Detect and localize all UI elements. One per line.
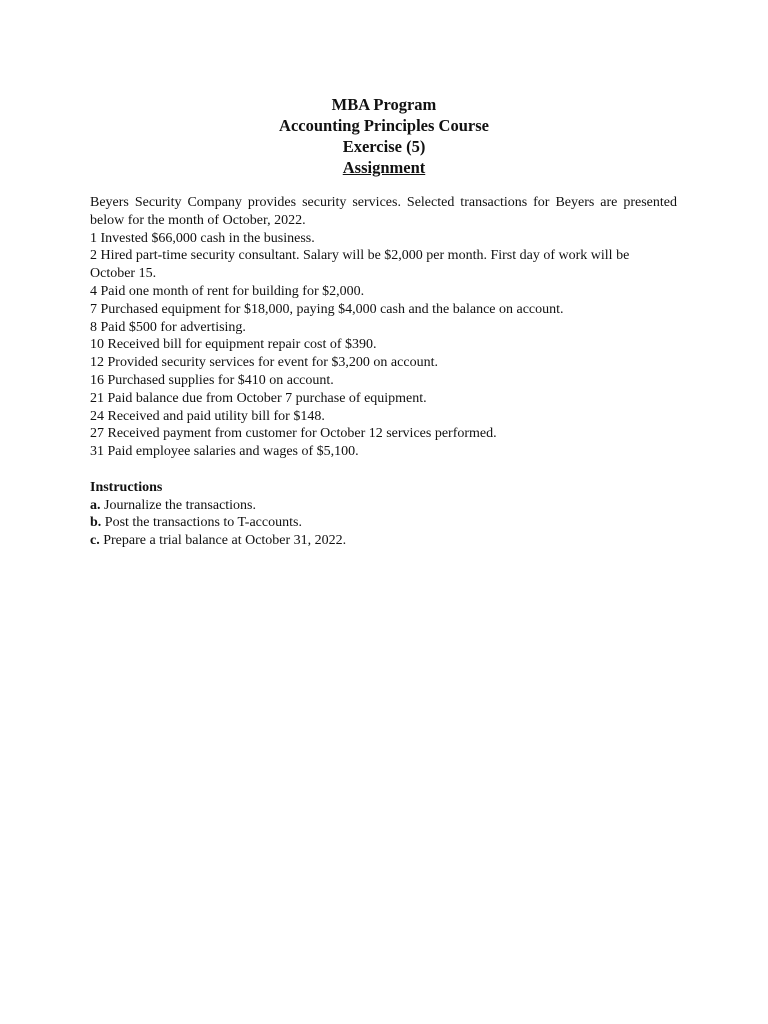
transaction-item: 27 Received payment from customer for October 12 services performed. <box>90 426 497 442</box>
instruction-letter: a. <box>90 497 101 513</box>
transaction-item: 12 Provided security services for event for $3,200 on account. <box>90 355 438 371</box>
document-header <box>0 94 768 178</box>
instruction-text: Prepare a trial balance at October 31, 2022. <box>99 533 347 549</box>
transaction-item: 1 Invested $66,000 cash in the business. <box>90 230 315 246</box>
instruction-text: Post the transactions to T-accounts. <box>101 515 302 531</box>
instruction-item <box>90 532 677 550</box>
transaction-item: 10 Received bill for equipment repair cost of $390. <box>90 337 377 353</box>
transaction-item: 31 Paid employee salaries and wages of $5,100. <box>90 444 359 460</box>
transaction-item: 21 Paid balance due from October 7 purchase of equipment. <box>90 390 427 406</box>
transaction-item: 8 Paid $500 for advertising. <box>90 319 246 335</box>
assignment-title: Assignment <box>342 158 426 177</box>
exercise-title: Exercise (5) <box>342 137 426 156</box>
instructions-list <box>90 497 677 550</box>
instructions-section <box>90 479 677 550</box>
instructions-heading: Instructions <box>90 479 163 495</box>
transaction-item: 16 Purchased supplies for $410 on account. <box>90 372 334 388</box>
instruction-letter: c. <box>90 533 100 549</box>
course-title: Accounting Principles Course <box>279 116 489 135</box>
transaction-item: 2 Hired part-time security consultant. Salary will be $2,000 per month. First day of work will be October 15. <box>90 248 630 282</box>
program-title: MBA Program <box>331 95 437 114</box>
document-body <box>90 194 677 550</box>
instruction-item <box>90 514 677 532</box>
instruction-item <box>90 497 677 515</box>
transaction-list <box>90 230 677 461</box>
transaction-item: 4 Paid one month of rent for building for $2,000. <box>90 283 365 299</box>
intro-paragraph: Beyers Security Company provides security services. Selected transactions for Beyers are presented below for the month of October, 2022. <box>90 195 677 228</box>
transaction-item: 7 Purchased equipment for $18,000, paying $4,000 cash and the balance on account. <box>90 301 564 317</box>
transaction-item: 24 Received and paid utility bill for $148. <box>90 408 325 424</box>
instruction-text: Journalize the transactions. <box>100 497 257 513</box>
instruction-letter: b. <box>90 515 102 531</box>
